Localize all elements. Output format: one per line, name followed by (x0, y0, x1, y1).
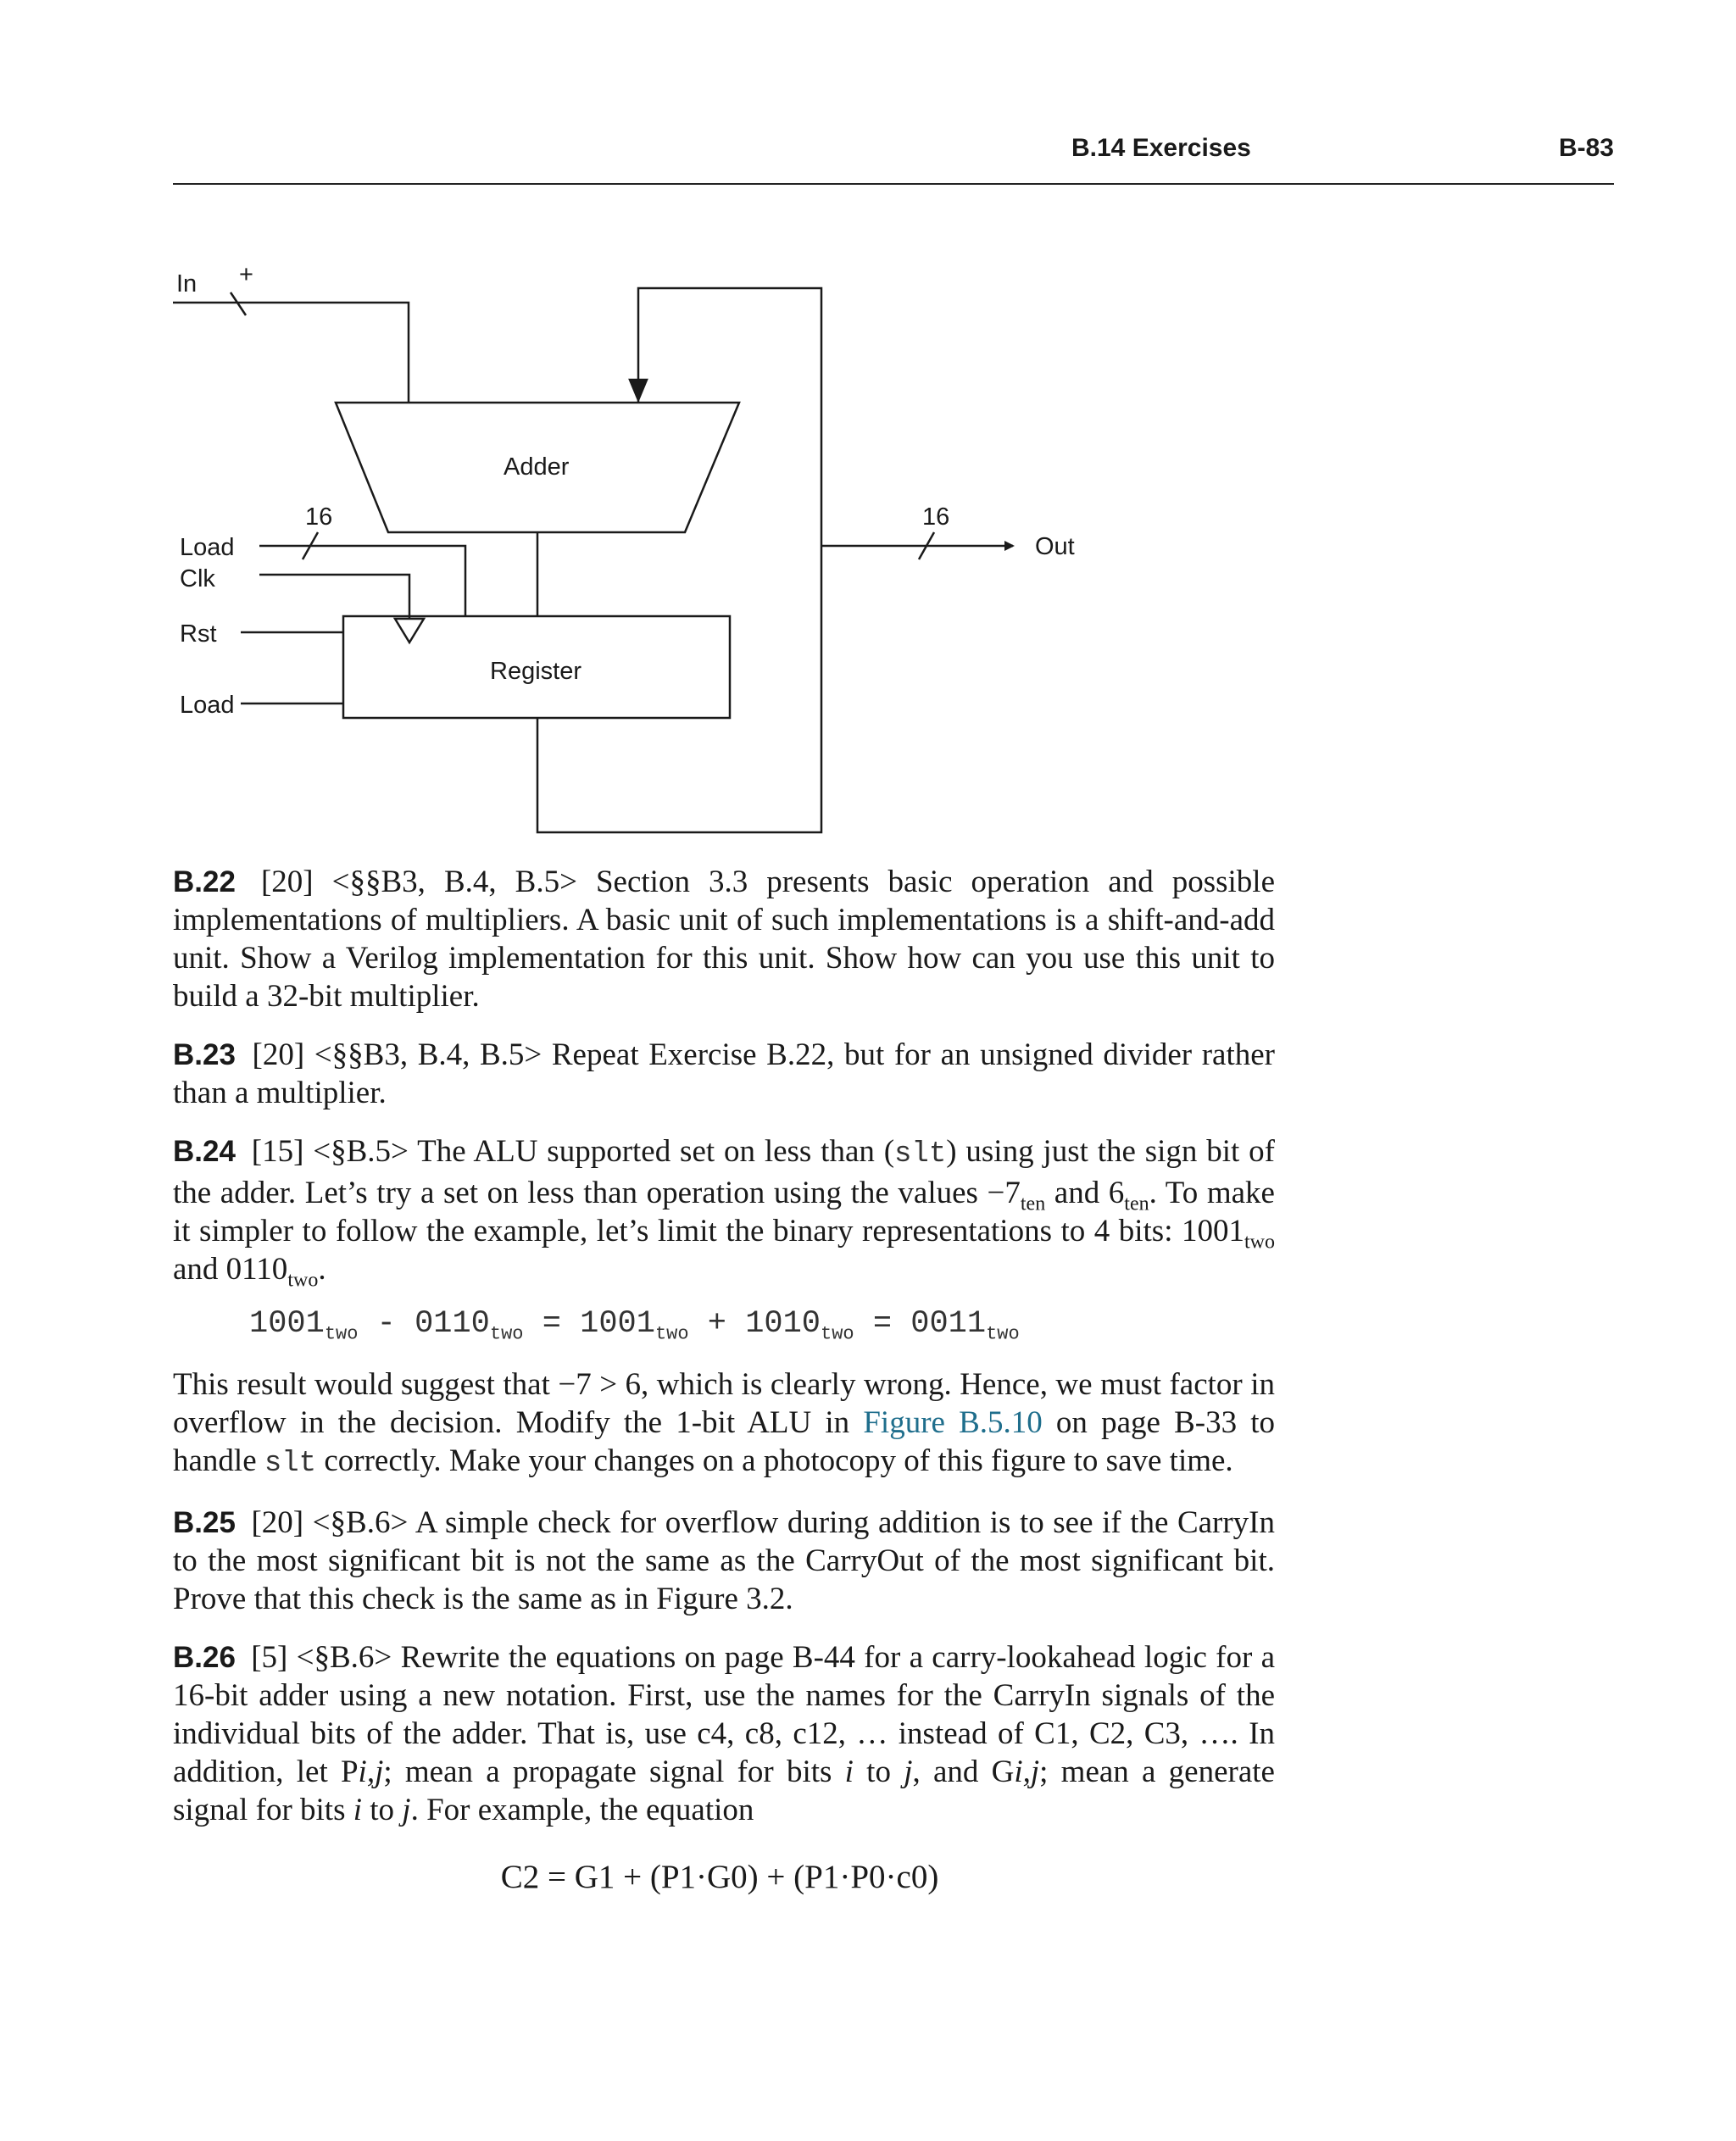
adder-register-diagram (165, 254, 1098, 848)
exercise-text: [20] <§B.6> A simple check for overflow during addition is to see if the CarryIn to the most significant bit is not the same as the CarryOut of the most significant bit. Prove that this check is the same as in Figure 3.2. (173, 1505, 1276, 1616)
register-label: Register (490, 658, 581, 685)
eq-op: = (523, 1306, 581, 1342)
exercise-text: and 0110 (173, 1252, 288, 1287)
eq-op: + (688, 1306, 746, 1342)
eq-term: 1001 (249, 1306, 325, 1342)
eq-term: 1010 (745, 1306, 821, 1342)
figure-link[interactable]: Figure B.5.10 (863, 1405, 1043, 1440)
exercise-number: B.25 (173, 1506, 236, 1539)
in-width-slash (231, 292, 246, 315)
italic-index: i (353, 1793, 363, 1827)
exercise-text: [20] <§§B3, B.4, B.5> Section 3.3 presents basic operation and possible implementations of multipliers. A basic unit of such implementations is a shift-and-add unit. Show a Verilog implementation for this unit. Show how can you use this unit to build a 32-bit multiplier. (173, 865, 1276, 1014)
exercise-text: on page B-33 to handle (173, 1405, 1276, 1478)
rst-label: Rst (180, 620, 217, 648)
clk-wire (259, 575, 409, 619)
in-wire (173, 303, 409, 403)
in-label: In (176, 270, 198, 298)
exercise-number: B.24 (173, 1135, 236, 1168)
exercise-text: [15] <§B.5> The ALU supported set on less than ( (251, 1134, 895, 1169)
eq-sub: two (654, 1323, 689, 1345)
exercise-number: B.26 (173, 1641, 236, 1674)
exercise-text: . For example, the equation (410, 1793, 754, 1827)
subscript-ten: ten (1020, 1193, 1046, 1215)
exercise-b26 (173, 1638, 1275, 1829)
out-width-label: 16 (922, 503, 950, 531)
load-16-wire (259, 546, 465, 616)
feedback-arrowhead (630, 380, 647, 400)
exercise-text: This result would suggest that −7 > 6, which is clearly wrong. Hence, we must factor in overflow in the decision. Modify the 1-bit ALU in (173, 1367, 1275, 1440)
exercise-b23 (173, 1036, 1275, 1112)
exercises-list (173, 863, 1275, 1896)
eq-term: 0011 (910, 1306, 987, 1342)
eq-sub: two (821, 1323, 854, 1345)
exercise-text: . To make it simpler to follow the example, let’s limit the binary representations to 4 bits: 1001 (173, 1176, 1275, 1248)
exercise-text: [20] <§§B3, B.4, B.5> Repeat Exercise B.22, but for an unsigned divider rather than a multiplier. (173, 1037, 1276, 1110)
load-label-1: Load (180, 534, 235, 561)
exercise-b25 (173, 1504, 1275, 1618)
italic-index: j (402, 1793, 411, 1827)
exercise-text: to (362, 1793, 403, 1827)
load-label-2: Load (180, 692, 235, 719)
clk-label: Clk (180, 565, 215, 592)
italic-index: i,j (358, 1755, 384, 1789)
code-slt: slt (894, 1138, 947, 1171)
eq-sub: two (489, 1323, 524, 1345)
section-title: B.14 Exercises (1071, 134, 1251, 162)
page-number: B-83 (1558, 134, 1614, 162)
in-plus-label: + (239, 261, 253, 288)
exercise-b22 (173, 863, 1275, 1015)
exercise-text: correctly. Make your changes on a photocopy of this figure to save time. (316, 1443, 1233, 1478)
eq-op: = (854, 1306, 911, 1342)
exercise-number: B.23 (173, 1038, 236, 1071)
clock-triangle (395, 619, 424, 642)
eq-op: - (358, 1306, 415, 1342)
exercise-text: ; mean a generate signal for bits (173, 1755, 1275, 1827)
exercise-text: ) using just the sign bit of the adder. Let’s try a set on less than operation using the values −7 (173, 1134, 1275, 1210)
exercise-text: [5] <§B.6> Rewrite the equations on page B-44 for a carry-lookahead logic for a 16-bit adder using a new notation. First, use the names for the CarryIn signals of the individual bits of the adder. That is, use c4, c8, c12, … instead of C1, C2, C3, …. In addition, let P (173, 1640, 1276, 1789)
italic-index: i (844, 1755, 854, 1789)
eq-term: 1001 (580, 1306, 655, 1342)
exercise-text: , and G (912, 1755, 1015, 1789)
italic-index: i,j (1014, 1755, 1040, 1789)
exercise-text: ; mean a propagate signal for bits (383, 1755, 845, 1789)
subscript-two: two (1244, 1231, 1275, 1254)
out-label: Out (1035, 533, 1075, 560)
carry-equation: C2 = G1 + (P1·G0) + (P1·P0·c0) (500, 1859, 939, 1895)
binary-equation (249, 1305, 1275, 1343)
exercise-number: B.22 (173, 865, 236, 898)
feedback-wire (537, 288, 821, 832)
subscript-ten: ten (1124, 1193, 1149, 1215)
eq-sub: two (986, 1323, 1020, 1345)
code-slt: slt (264, 1448, 317, 1480)
exercise-b24-continued (173, 1365, 1275, 1483)
italic-index: j (904, 1755, 913, 1789)
exercise-text: to (853, 1755, 904, 1789)
adder-label: Adder (504, 453, 570, 481)
exercise-b24 (173, 1132, 1275, 1292)
running-header (173, 127, 1614, 185)
exercise-text: . (318, 1252, 326, 1287)
eq-term: 0110 (415, 1306, 490, 1342)
exercise-text: and 6 (1045, 1176, 1125, 1210)
subscript-two: two (287, 1269, 319, 1292)
eq-sub: two (324, 1323, 359, 1345)
in-width-label: 16 (305, 503, 333, 531)
